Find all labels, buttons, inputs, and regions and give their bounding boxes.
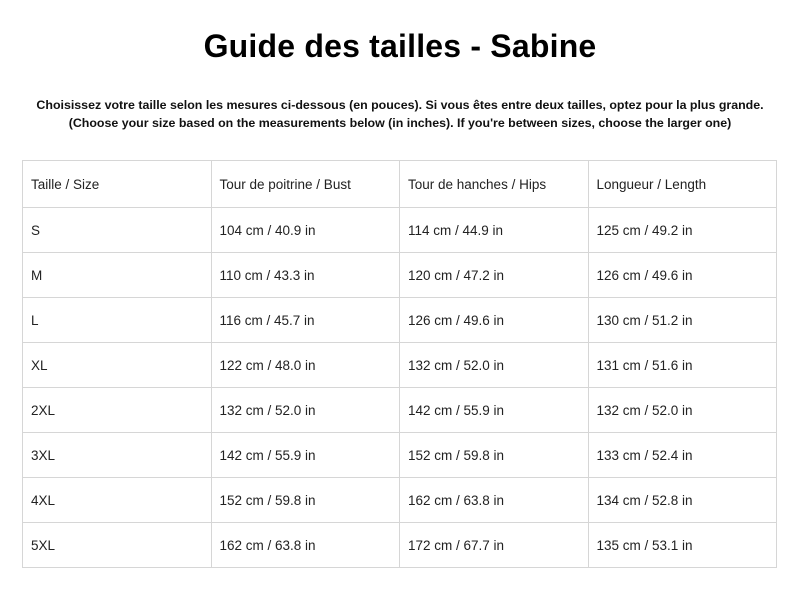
- table-row: [23, 523, 777, 568]
- cell-length: 125 cm / 49.2 in: [588, 208, 777, 253]
- cell-hips: 132 cm / 52.0 in: [400, 343, 589, 388]
- table-row: [23, 208, 777, 253]
- cell-size: 5XL: [23, 523, 212, 568]
- cell-hips: 114 cm / 44.9 in: [400, 208, 589, 253]
- intro-text: [0, 96, 800, 132]
- header-hips: Tour de hanches / Hips: [400, 161, 589, 208]
- header-size: Taille / Size: [23, 161, 212, 208]
- cell-bust: 110 cm / 43.3 in: [211, 253, 400, 298]
- cell-bust: 132 cm / 52.0 in: [211, 388, 400, 433]
- cell-bust: 142 cm / 55.9 in: [211, 433, 400, 478]
- table-row: [23, 433, 777, 478]
- cell-size: 4XL: [23, 478, 212, 523]
- cell-bust: 162 cm / 63.8 in: [211, 523, 400, 568]
- cell-bust: 122 cm / 48.0 in: [211, 343, 400, 388]
- table-header-row: [23, 161, 777, 208]
- cell-length: 130 cm / 51.2 in: [588, 298, 777, 343]
- cell-size: XL: [23, 343, 212, 388]
- page-title: Guide des tailles - Sabine: [203, 28, 597, 64]
- cell-hips: 142 cm / 55.9 in: [400, 388, 589, 433]
- cell-size: 2XL: [23, 388, 212, 433]
- cell-size: M: [23, 253, 212, 298]
- cell-length: 132 cm / 52.0 in: [588, 388, 777, 433]
- header-length: Longueur / Length: [588, 161, 777, 208]
- cell-hips: 120 cm / 47.2 in: [400, 253, 589, 298]
- table-row: [23, 478, 777, 523]
- table-row: [23, 388, 777, 433]
- cell-bust: 116 cm / 45.7 in: [211, 298, 400, 343]
- cell-hips: 172 cm / 67.7 in: [400, 523, 589, 568]
- intro-line-french: Choisissez votre taille selon les mesures ci-dessous (en pouces). Si vous êtes entre deux tailles, optez pour la plus grande.: [36, 98, 764, 112]
- size-table: [22, 160, 777, 568]
- header-bust: Tour de poitrine / Bust: [211, 161, 400, 208]
- intro-line-english: (Choose your size based on the measurements below (in inches). If you're between sizes, choose the larger one): [68, 116, 732, 130]
- cell-length: 133 cm / 52.4 in: [588, 433, 777, 478]
- cell-length: 135 cm / 53.1 in: [588, 523, 777, 568]
- cell-bust: 104 cm / 40.9 in: [211, 208, 400, 253]
- cell-hips: 152 cm / 59.8 in: [400, 433, 589, 478]
- cell-size: L: [23, 298, 212, 343]
- table-row: [23, 343, 777, 388]
- cell-hips: 162 cm / 63.8 in: [400, 478, 589, 523]
- cell-length: 126 cm / 49.6 in: [588, 253, 777, 298]
- cell-length: 131 cm / 51.6 in: [588, 343, 777, 388]
- cell-length: 134 cm / 52.8 in: [588, 478, 777, 523]
- cell-hips: 126 cm / 49.6 in: [400, 298, 589, 343]
- table-row: [23, 253, 777, 298]
- cell-bust: 152 cm / 59.8 in: [211, 478, 400, 523]
- table-row: [23, 298, 777, 343]
- cell-size: S: [23, 208, 212, 253]
- cell-size: 3XL: [23, 433, 212, 478]
